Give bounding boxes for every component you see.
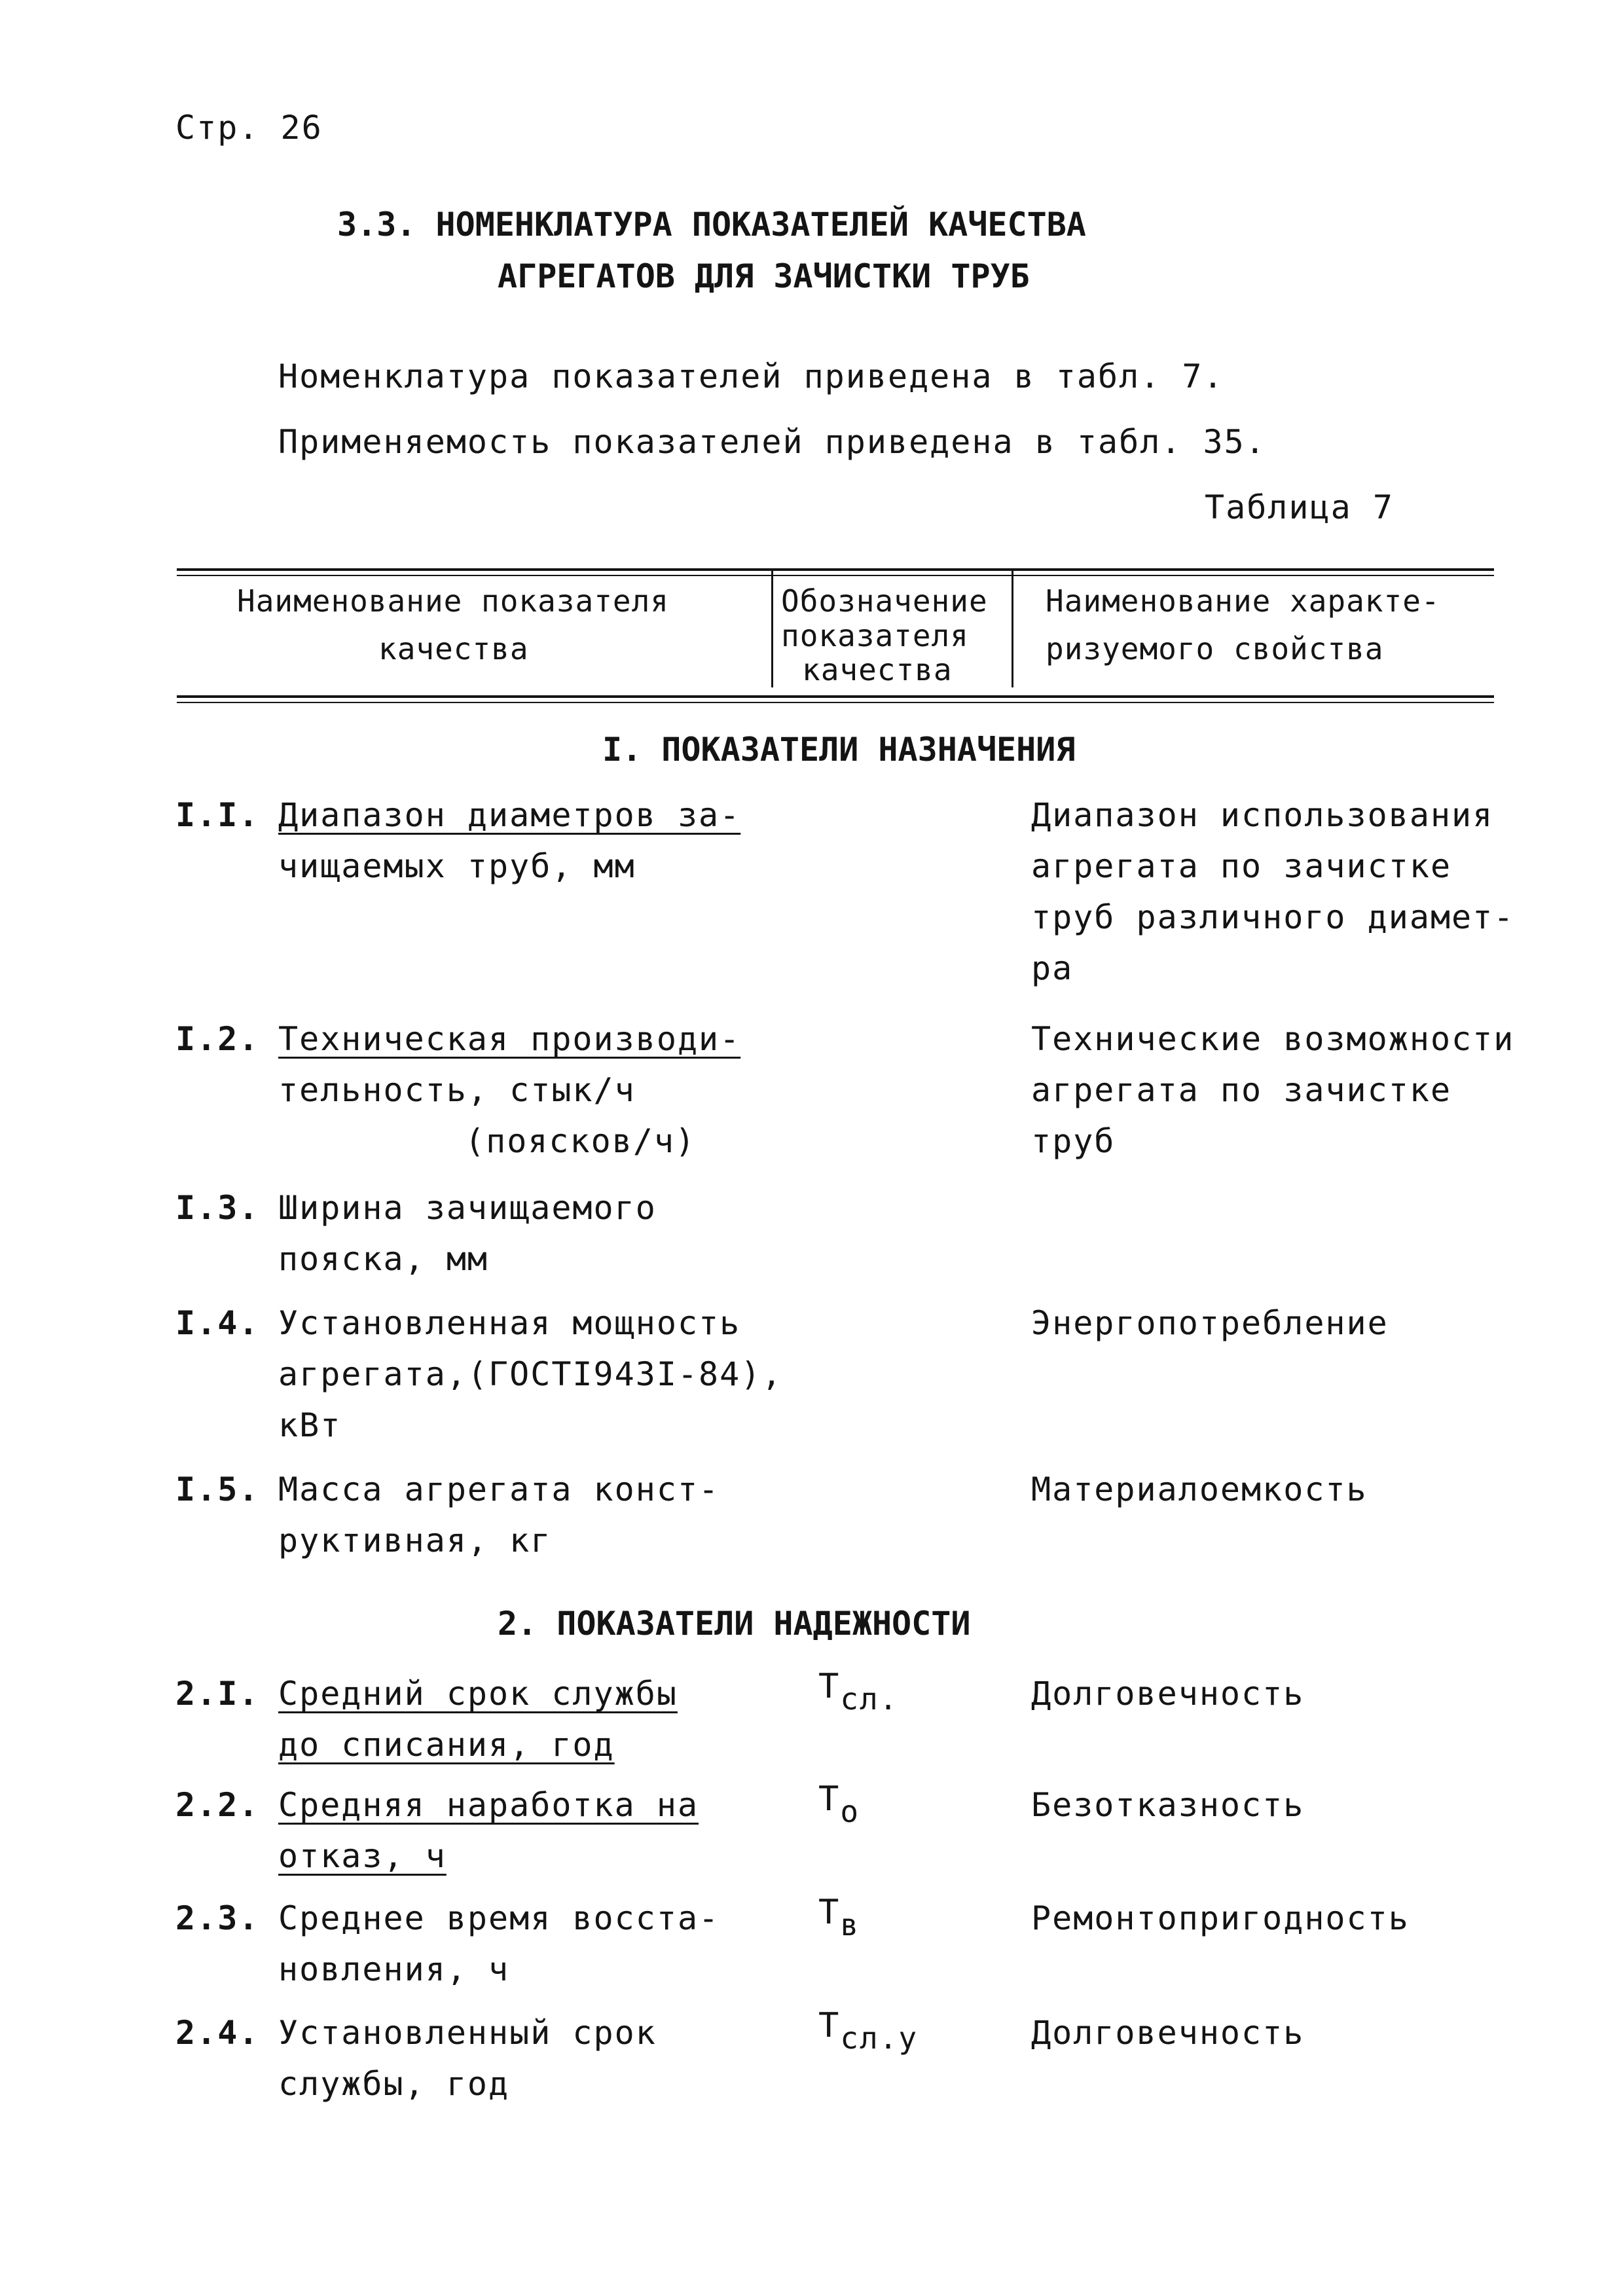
- table-top-rule-thin: [177, 575, 1494, 576]
- indicator-name-line: Установленный срок: [278, 2014, 657, 2052]
- indicator-name-line: руктивная, кг: [278, 1522, 552, 1559]
- indicator-name-line: Техническая производи-: [278, 1020, 741, 1058]
- header-col2-line3: качества: [802, 652, 953, 687]
- table-header-rule: [177, 695, 1494, 698]
- indicator-name-line: Среднее время восста-: [278, 1899, 720, 1937]
- indicator-name-line: Средний срок службы: [278, 1675, 678, 1713]
- indicator-name-line: (поясков/ч): [465, 1122, 697, 1160]
- table-header-rule-thin: [177, 702, 1494, 703]
- indicator-name-line: до списания, год: [278, 1726, 615, 1764]
- indicator-name-line: пояска, мм: [278, 1240, 489, 1278]
- property-line: Диапазон использования: [1031, 796, 1494, 834]
- header-col2-line2: показателя: [781, 618, 969, 653]
- indicator-name-line: кВт: [278, 1406, 342, 1444]
- property-line: Технические возможности: [1031, 1020, 1515, 1058]
- property-line: Долговечность: [1031, 2014, 1305, 2052]
- row-number: I.3.: [175, 1189, 260, 1227]
- property-line: труб различного диамет-: [1031, 898, 1515, 936]
- header-col1-line1: Наименование показателя: [237, 583, 669, 619]
- header-col2-line1: Обозначение: [781, 583, 988, 619]
- table-caption: Таблица 7: [1205, 488, 1394, 526]
- row-number: I.I.: [175, 796, 260, 834]
- header-col3-line1: Наименование характе-: [1046, 583, 1440, 619]
- indicator-name-line: агрегата,(ГОСТI943I-84),: [278, 1355, 783, 1393]
- header-divider-left: [771, 570, 773, 687]
- row-number: 2.I.: [175, 1675, 260, 1713]
- row-number: 2.2.: [175, 1786, 260, 1824]
- row-number: I.4.: [175, 1304, 260, 1342]
- indicator-symbol: Тв: [818, 1893, 860, 1942]
- indicator-name-line: Масса агрегата конст-: [278, 1470, 720, 1508]
- indicator-name-line: отказ, ч: [278, 1837, 447, 1875]
- indicator-name-line: Установленная мощность: [278, 1304, 741, 1342]
- section-heading-line2: АГРЕГАТОВ ДЛЯ ЗАЧИСТКИ ТРУБ: [498, 257, 1030, 295]
- intro-line-1: Номенклатура показателей приведена в табл. 7.: [278, 357, 1224, 395]
- intro-line-2: Применяемость показателей приведена в табл. 35.: [278, 423, 1266, 461]
- header-col3-line2: ризуемого свойства: [1046, 631, 1384, 666]
- indicator-name-line: Средняя наработка на: [278, 1786, 699, 1824]
- row-number: 2.3.: [175, 1899, 260, 1937]
- indicator-symbol: То: [818, 1779, 860, 1829]
- row-number: I.2.: [175, 1020, 260, 1058]
- property-line: труб: [1031, 1122, 1116, 1160]
- indicator-name-line: Ширина зачищаемого: [278, 1189, 657, 1227]
- row-number: 2.4.: [175, 2014, 260, 2052]
- property-line: Энергопотребление: [1031, 1304, 1389, 1342]
- indicator-name-line: Диапазон диаметров за-: [278, 796, 741, 834]
- row-number: I.5.: [175, 1470, 260, 1508]
- header-col1-line2: качества: [378, 631, 529, 666]
- property-line: Долговечность: [1031, 1675, 1305, 1713]
- indicator-symbol: Тсл.: [818, 1667, 899, 1717]
- indicator-name-line: чищаемых труб, мм: [278, 847, 636, 885]
- property-line: Ремонтопригодность: [1031, 1899, 1410, 1937]
- indicator-symbol: Тсл.у: [818, 2006, 919, 2056]
- property-line: Материалоемкость: [1031, 1470, 1368, 1508]
- property-line: агрегата по зачистке: [1031, 847, 1452, 885]
- property-line: Безотказность: [1031, 1786, 1305, 1824]
- section-title-purpose: I. ПОКАЗАТЕЛИ НАЗНАЧЕНИЯ: [602, 731, 1076, 769]
- section-heading-line1: 3.3. НОМЕНКЛАТУРА ПОКАЗАТЕЛЕЙ КАЧЕСТВА: [337, 206, 1086, 244]
- page-number: Стр. 26: [175, 109, 323, 147]
- header-divider-right: [1012, 570, 1013, 687]
- property-line: агрегата по зачистке: [1031, 1071, 1452, 1109]
- property-line: ра: [1031, 949, 1074, 987]
- section-title-reliability: 2. ПОКАЗАТЕЛИ НАДЕЖНОСТИ: [498, 1605, 971, 1643]
- indicator-name-line: службы, год: [278, 2065, 510, 2103]
- indicator-name-line: новления, ч: [278, 1950, 510, 1988]
- table-top-rule: [177, 568, 1494, 571]
- indicator-name-line: тельность, стык/ч: [278, 1071, 636, 1109]
